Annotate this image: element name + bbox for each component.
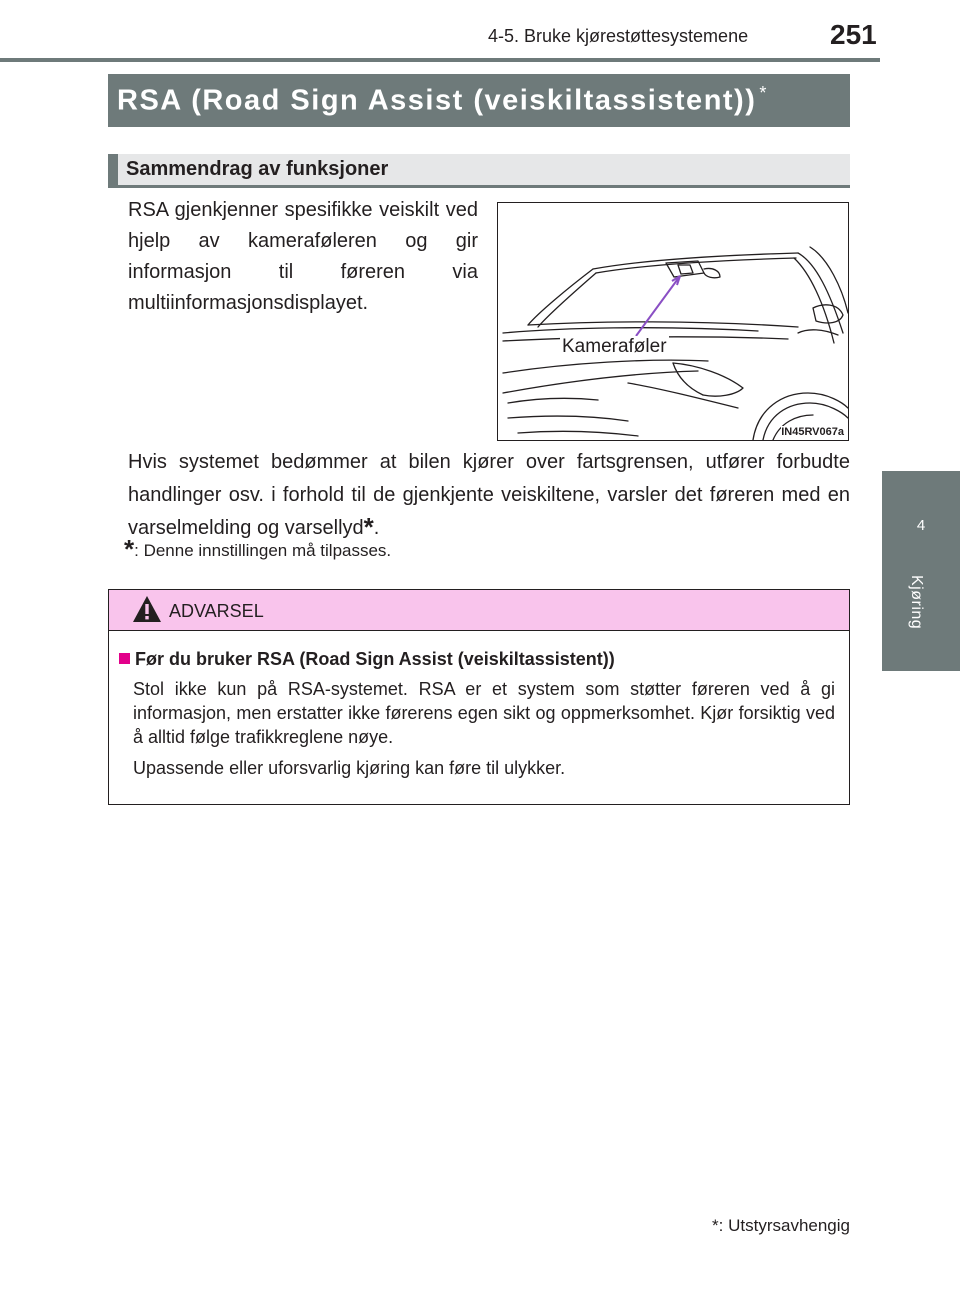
warning-title: ADVARSEL (169, 601, 264, 621)
equipment-note (712, 1216, 850, 1236)
equipment-note-mark: * (712, 1216, 719, 1235)
running-header-section: 4-5. Bruke kjørestøttesystemene (488, 26, 749, 46)
section-heading: Sammendrag av funksjoner (126, 158, 389, 180)
chapter-side-tab (882, 471, 960, 671)
illustration-code: IN45RV067a (781, 426, 844, 438)
car-interior-drawing (498, 203, 848, 440)
page-title-text: RSA (Road Sign Assist (veiskiltassistent)) (117, 84, 757, 117)
footnote-text: : Denne innstillingen må tilpasses. (134, 541, 392, 560)
overspeed-paragraph-text: Hvis systemet bedømmer at bilen kjører over fartsgrensen, utfører forbudte handlinger osv. i forhold til de gjenkjente veiskiltene, varsler det føreren med en varselmelding og varsellyd (128, 451, 850, 539)
warning-triangle-icon (132, 595, 162, 623)
chapter-number: 4 (916, 517, 926, 534)
warning-subheading: Før du bruker RSA (Road Sign Assist (veiskiltassistent)) (135, 649, 615, 669)
chapter-label: Kjøring (908, 575, 925, 630)
warning-header (109, 590, 849, 631)
page-number: 251 (830, 19, 877, 50)
footnote-mark: * (124, 534, 135, 564)
windshield-camera-illustration (497, 202, 849, 441)
customization-mark: * (363, 512, 374, 542)
square-bullet-icon (119, 653, 130, 664)
section-heading-bar (108, 154, 850, 188)
warning-box (108, 589, 850, 805)
intro-paragraph: RSA gjenkjenner spesifikke veiskilt ved hjelp av kamerafølеren og gir informasjon til føreren via multiinformasjonsdisplayet. (128, 199, 478, 314)
customization-footnote (124, 534, 392, 564)
warning-paragraph-2: Upassende eller uforsvarlig kjøring kan føre til ulykker. (133, 758, 566, 778)
title-equipment-mark: * (759, 83, 767, 104)
warning-paragraph-1: Stol ikke kun på RSA-systemet. RSA er et system som støtter føreren ved å gi informasjon, men erstatter ikke førerens egen sikt og oppmerksomhet. Kjør forsiktig ved å alltid følge trafikkreglene nøye. (133, 679, 835, 747)
equipment-note-text: : Utstyrsavhengig (718, 1216, 850, 1235)
camera-sensor-label: Kamerafølеr (562, 336, 667, 357)
overspeed-paragraph-end: . (373, 517, 380, 539)
overspeed-paragraph (128, 446, 850, 545)
page-title (117, 83, 766, 118)
title-bar (108, 74, 850, 127)
header-rule (0, 58, 880, 62)
